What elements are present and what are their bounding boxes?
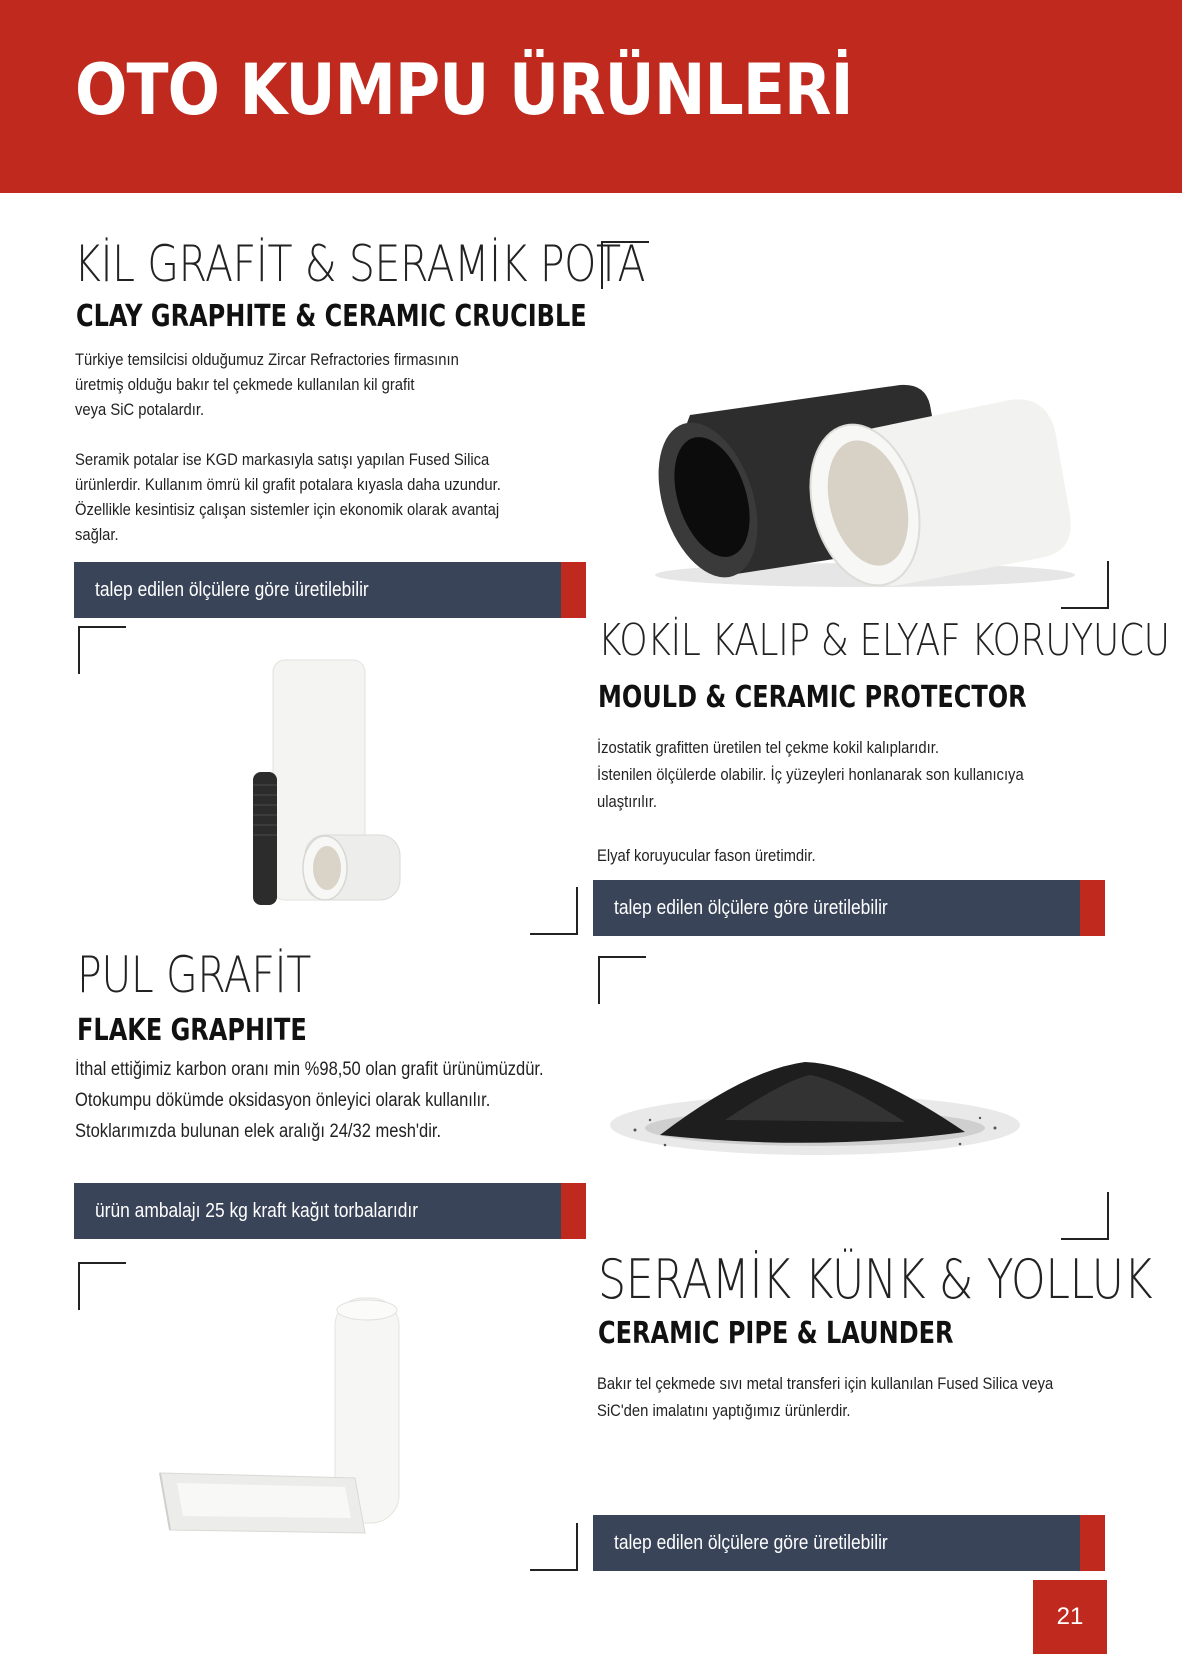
flake-graphite-image	[605, 1040, 1025, 1170]
section-mould-title-tr: KOKİL KALIP & ELYAF KORUYUCU	[598, 615, 1170, 666]
banner-accent	[561, 1183, 586, 1239]
corner-bracket-top-left	[601, 241, 649, 289]
desc-line: ulaştırılır.	[597, 792, 658, 811]
crucible-tubes-image	[650, 375, 1080, 590]
banner-text: ürün ambalajı 25 kg kraft kağıt torbalarıdır	[95, 1200, 419, 1222]
banner-accent	[1080, 1515, 1105, 1571]
mould-protector-image	[245, 660, 415, 910]
section-clay-title-tr: KİL GRAFİT & SERAMİK POTA	[74, 235, 646, 293]
desc-line: İstenilen ölçülerde olabilir. İç yüzeyleri honlanarak son kullanıcıya	[597, 765, 1024, 784]
section-flake-title-en: FLAKE GRAPHITE	[77, 1013, 307, 1048]
desc-line: İzostatik grafitten üretilen tel çekme kokil kalıplarıdır.	[597, 738, 939, 757]
desc-line-blank	[75, 422, 501, 447]
section-flake-banner	[74, 1183, 586, 1239]
desc-line: İthal ettiğimiz karbon oranı min %98,50 olan grafit ürünümüzdür.	[75, 1059, 544, 1080]
banner-accent	[561, 562, 586, 618]
desc-line: üretmiş olduğu bakır tel çekmede kullanılan kil grafit	[75, 375, 415, 394]
section-mould-banner	[593, 880, 1105, 936]
section-clay-title-en: CLAY GRAPHITE & CERAMIC CRUCIBLE	[76, 299, 587, 334]
section-clay-banner	[74, 562, 586, 618]
desc-line: Elyaf koruyucular fason üretimdir.	[597, 846, 816, 865]
corner-bracket-bottom-right	[1061, 561, 1109, 609]
desc-line-blank	[597, 815, 1024, 842]
desc-line: sağlar.	[75, 525, 119, 544]
desc-line: Bakır tel çekmede sıvı metal transferi için kullanılan Fused Silica veya	[597, 1374, 1054, 1393]
desc-line: SiC'den imalatını yaptığımız ürünlerdir.	[597, 1401, 851, 1420]
banner-text: talep edilen ölçülere göre üretilebilir	[614, 1532, 888, 1554]
section-pipe-banner	[593, 1515, 1105, 1571]
banner-text: talep edilen ölçülere göre üretilebilir	[614, 897, 888, 919]
corner-bracket-bottom-right	[530, 1523, 578, 1571]
corner-bracket-bottom-right	[1061, 1192, 1109, 1240]
page-title: OTO KUMPU ÜRÜNLERİ	[75, 49, 853, 131]
corner-bracket-top-left	[598, 956, 646, 1004]
desc-line: veya SiC potalardır.	[75, 400, 205, 419]
section-pipe-title-tr: SERAMİK KÜNK & YOLLUK	[598, 1248, 1153, 1311]
banner-accent	[1080, 880, 1105, 936]
page-number: 21	[1056, 1603, 1084, 1630]
desc-line: ürünlerdir. Kullanım ömrü kil grafit potalara kıyasla daha uzundur.	[75, 475, 501, 494]
page-number-box	[1033, 1580, 1107, 1654]
desc-line: Seramik potalar ise KGD markasıyla satışı yapılan Fused Silica	[75, 450, 490, 469]
corner-bracket-top-left	[78, 626, 126, 674]
section-mould-title-en: MOULD & CERAMIC PROTECTOR	[598, 680, 1027, 715]
ceramic-pipe-launder-image	[155, 1298, 405, 1538]
section-pipe-title-en: CERAMIC PIPE & LAUNDER	[598, 1316, 954, 1351]
corner-bracket-bottom-right	[530, 887, 578, 935]
section-pipe-description	[597, 1370, 1121, 1424]
section-clay-description	[75, 347, 564, 547]
section-mould-description	[597, 734, 1087, 869]
banner-text: talep edilen ölçülere göre üretilebilir	[95, 579, 369, 601]
section-flake-description	[75, 1054, 614, 1147]
desc-line: Stoklarımızda bulunan elek aralığı 24/32 mesh'dir.	[75, 1121, 442, 1142]
section-flake-title-tr: PUL GRAFİT	[77, 946, 311, 1004]
desc-line: Otokumpu dökümde oksidasyon önleyici olarak kullanılır.	[75, 1090, 491, 1111]
corner-bracket-top-left	[78, 1262, 126, 1310]
desc-line: Türkiye temsilcisi olduğumuz Zircar Refractories firmasının	[75, 350, 459, 369]
desc-line: Özellikle kesintisiz çalışan sistemler için ekonomik olarak avantaj	[75, 500, 500, 519]
